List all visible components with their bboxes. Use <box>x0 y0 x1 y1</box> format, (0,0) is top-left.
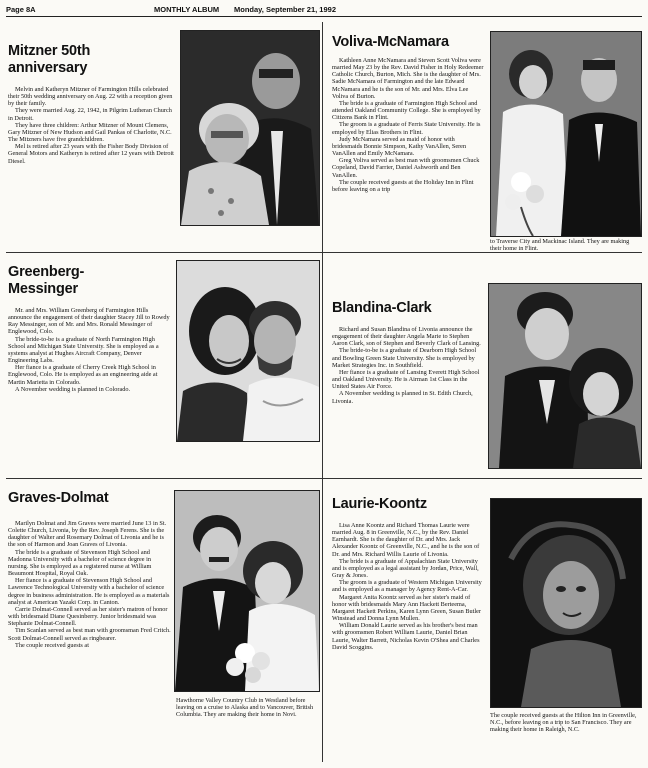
article-continuation: to Traverse City and Mackinac Island. They are making their home in Flint. <box>490 238 630 253</box>
column-rule <box>322 22 323 762</box>
article-body: Mr. and Mrs. William Greenberg of Farmington Hills announce the engagement of their daughter Stacey Jill to Rowdy Ray Messinger, son of Mr. and Mrs. Ronald Messinger of Englewood, Colo. The bride-to-be is a graduate of North Farmington High School and Michigan State University. She is employed as a systems analyst at Hughes Aircraft Company, Denver Engineering Labs. Her fiance is a graduate of Cherry Creek High School in Englewood, Colo. He is employed as an engineering aide at Martin Marietta in Colorado. A November wedding is planned in Colorado. <box>8 307 170 393</box>
article-body: Melvin and Katheryn Mitzner of Farmington Hills celebrated their 50th wedding anniversary on Aug. 22 with a reception given by their family. They were married Aug. 22, 1942, in Pilgrim Lutheran Church in Detroit. They have three children: Arthur Mitzner of Mount Clemens, Gary Mitzner of New Hudson and Gail Pankas of Charlotte, N.C. The Mitzners have five grandchildren. Mel is retired after 23 years with the Fisher Body Division of General Motors and Katheryn is retired after 12 years with Detroit Diesel. <box>8 86 174 165</box>
page-number: Page 8A <box>6 5 36 14</box>
bride-photo <box>490 498 642 708</box>
couple-photo <box>180 30 320 226</box>
couple-photo <box>176 260 320 442</box>
article-body: Lisa Anne Koontz and Richard Thomas Laurie were married Aug. 8 in Greenville, N.C., by the Rev. Daniel Earnhardt. She is the daughter of Dr. and Mrs. Jack Alexander Koontz of Greenville, N.C., and he is the son of Dr. and Mrs. Richard Willis Laurie of Livonia. The bride is a graduate of Appalachian State University and is employed as a legal assistant by Jordan, Price, Wall, Gray & Jones. The groom is a graduate of Western Michigan University and is employed as a manager by Agency Rent-A-Car. Margaret Anita Koontz served as her sister's maid of honor with bridesmaids Mary Ann Hackett Berteema, Margaret Hackett Perkins, Karen Lynn Green, Susan Butler Winstead and Donna Lynn Mullen. William Donald Laurie served as his brother's best man with groomsmen Robert William Laurie, Daniel Brian Laurie, Walter Barrett, Nicholas Kevin O'Shea and Charles David Scoggins. <box>332 522 482 651</box>
couple-photo <box>488 283 642 469</box>
article-title: Voliva-McNamara <box>332 34 449 50</box>
section-rule <box>6 478 642 479</box>
section-name: MONTHLY ALBUM <box>154 5 220 14</box>
article-title: Mitzner 50th anniversary <box>8 43 91 76</box>
article-body: Kathleen Anne McNamara and Steven Scott Voliva were married May 23 by the Rev. David Fisher in Holy Redeemer Catholic Church, Burton, Mich. She is the daughter of Mrs. Sadie McNamara of Farmington and the late Edward McNamara and he is the son of Mr. and Mrs. Elva Lee Voliva of Burton. The bride is a graduate of Farmington High School and attended Oakland Community College. She is employed by Citizens Bank in Flint. The groom is a graduate of Ferris State University. He is employed by Elias Brothers in Flint. Judy McNamara served as maid of honor with bridesmaids Bonnie Simpson, Kathy VanAllen, Seren VanAllen and Emily McNamara. Greg Voliva served as best man with groomsmen Chuck Copeland, David Farrier, Daniel Ashworth and Ben VanAllen. The couple received guests at the Holiday Inn in Flint before leaving on a trip <box>332 57 484 193</box>
couple-photo <box>490 31 642 237</box>
page-date: Monday, September 21, 1992 <box>234 5 336 14</box>
article-body: Richard and Susan Blandina of Livonia announce the engagement of their daughter Angela Marie to Stephen Aaron Clark, son of Stephen and Beverly Clark of Lansing. The bride-to-be is a graduate of Dearborn High School and Bowling Green State University. She is employed by Market Strategies Inc. in Southfield. Her fiance is a graduate of Lansing Everett High School and Oakland University. He is Airman 1st Class in the United States Air Force. A November wedding is planned in St. Edith Church, Livonia. <box>332 326 481 405</box>
article-title: Greenberg- Messinger <box>8 264 85 297</box>
page-header <box>6 4 642 17</box>
article-title: Blandina-Clark <box>332 300 432 316</box>
article-continuation: Hawthorne Valley Country Club in Westland before leaving on a cruise to Alaska and to Vancouver, British Columbia. They are making their home in Novi. <box>176 697 314 719</box>
article-body: Marilyn Dolmat and Jim Graves were married June 13 in St. Colette Church, Livonia, by the Rev. Joseph Ferens. She is the daughter of Walter and Rosemary Dolmat of Livonia and he is the son of Harmon and Joan Graves of Livonia. The bride is a graduate of Stevenson High School and Madonna University with a bachelor of science degree in nursing. She is employed as a registered nurse at William Beaumont Hospital, Royal Oak. Her fiance is a graduate of Stevenson High School and Lawrence Technological University with a bachelor of science degree in business administration. He is employed as a materials analyst at American Yazaki Corp. in Canton. Carrie Dolmat-Connell served as her sister's matron of honor with bridesmaid Diane Quesinberry. Junior bridesmaid was Stephanie Dolmat-Connell. Tim Scanlan served as best man with groomsman Fred Critch. Scott Dolmat-Connell served as ringbearer. The couple received guests at <box>8 520 171 649</box>
article-continuation: The couple received guests at the Hilton Inn in Greenville, N.C., before leaving on a trip to San Francisco. They are making their home in Raleigh, N.C. <box>490 712 637 734</box>
article-title: Graves-Dolmat <box>8 490 109 506</box>
couple-photo <box>174 490 320 692</box>
article-title: Laurie-Koontz <box>332 496 427 512</box>
